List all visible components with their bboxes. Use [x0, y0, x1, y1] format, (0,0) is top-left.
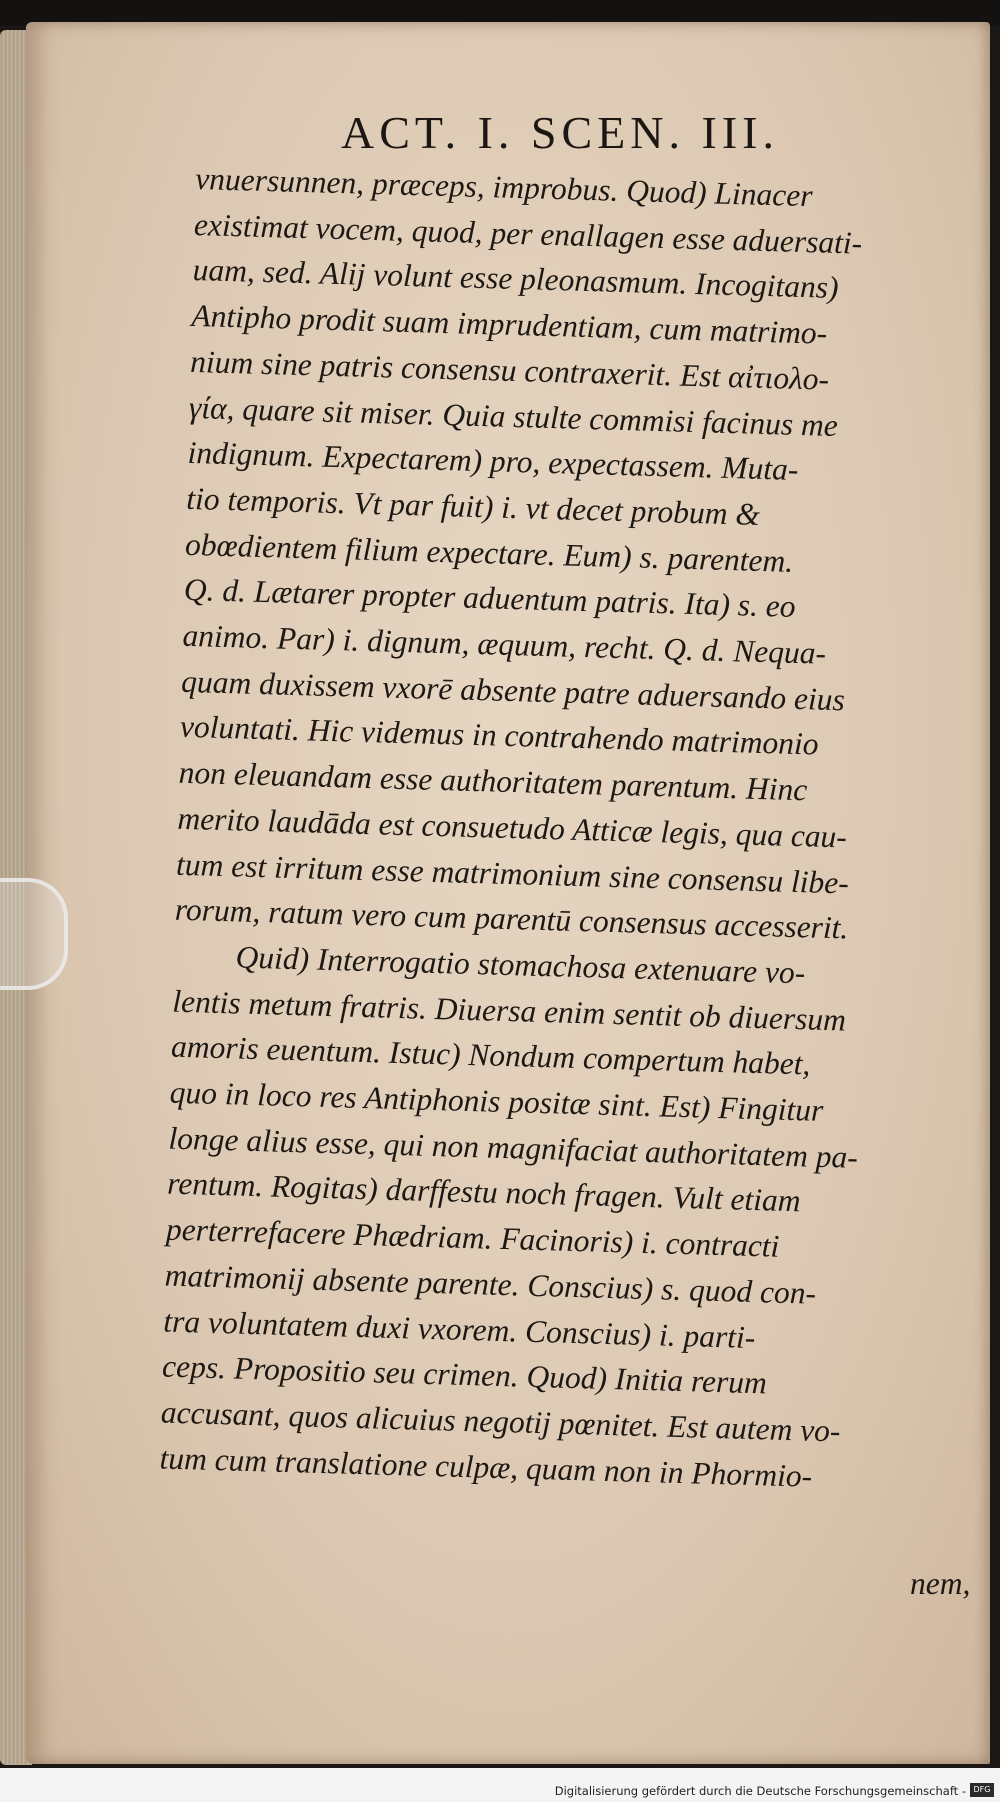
commentary-text	[159, 156, 986, 1503]
text-line: quam duxissem vxorē absente patre aduersando eius	[180, 663, 846, 718]
text-line: ceps. Propositio seu crimen. Quod) Initia rerum	[161, 1348, 768, 1401]
text-line: nium sine patris consensu contraxerit. Est αἰτιολο-	[189, 343, 830, 397]
text-line: accusant, quos alicuius negotij pœnitet. Est autem vo-	[160, 1394, 841, 1449]
text-line: vnuersunnen, præceps, improbus. Quod) Linacer	[194, 160, 814, 214]
text-line: Q. d. Lætarer propter aduentum patris. Ita) s. eo	[183, 572, 797, 625]
text-line: obœdientem filium expectare. Eum) s. parentem.	[184, 526, 794, 579]
text-line: longe alius esse, qui non magnifaciat authoritatem pa-	[168, 1120, 859, 1175]
text-line: tum cum translatione culpæ, quam non in Phormio-	[159, 1440, 813, 1494]
text-line: voluntati. Hic videmus in contrahendo matrimonio	[179, 709, 819, 763]
text-line: non eleuandam esse authoritatem parentum. Hinc	[178, 754, 808, 808]
text-line-paragraph-start: Quid) Interrogatio stomachosa extenuare vo-	[235, 939, 806, 991]
text-line: tum est irritum esse matrimonium sine consensu libe-	[175, 846, 850, 901]
running-header: ACT. I. SCEN. III.	[341, 107, 779, 158]
text-line: lentis metum fratris. Diuersa enim sentit ob diuersum	[171, 983, 847, 1038]
text-line: tio temporis. Vt par fuit) i. vt decet probum &	[185, 480, 761, 532]
text-line: existimat vocem, quod, per enallagen esse aduersati-	[193, 206, 863, 261]
text-line: amoris euentum. Istuc) Nondum compertum habet,	[170, 1029, 811, 1082]
text-line: rorum, ratum vero cum parentū consensus accesserit.	[174, 891, 849, 946]
catchword: nem,	[910, 1566, 971, 1601]
text-line: indignum. Expectarem) pro, expectassem. Muta-	[187, 435, 799, 488]
text-line: quo in loco res Antiphonis positæ sint. Est) Fingitur	[169, 1074, 824, 1128]
dfg-logo-icon: DFG	[970, 1783, 994, 1797]
text-line: matrimonij absente parente. Conscius) s. quod con-	[164, 1257, 817, 1311]
text-line: perterrefacere Phædriam. Facinoris) i. contracti	[165, 1211, 780, 1264]
page-clip	[0, 878, 68, 990]
text-line: rentum. Rogitas) darffestu noch fragen. Vult etiam	[166, 1166, 801, 1219]
text-line: γία, quare sit miser. Quia stulte commisi facinus me	[188, 389, 839, 443]
text-line: tra voluntatem duxi vxorem. Conscius) i. parti-	[162, 1303, 756, 1355]
text-line: merito laudāda est consuetudo Atticæ legis, qua cau-	[177, 800, 848, 855]
text-line: animo. Par) i. dignum, æquum, recht. Q. d. Nequa-	[182, 617, 827, 671]
text-line: Antipho prodit suam imprudentiam, cum matrimo-	[191, 298, 828, 351]
digitization-credit: Digitalisierung gefördert durch die Deutsche Forschungsgemeinschaft -	[554, 1784, 966, 1798]
text-line: uam, sed. Alij volunt esse pleonasmum. Incogitans)	[192, 252, 840, 306]
